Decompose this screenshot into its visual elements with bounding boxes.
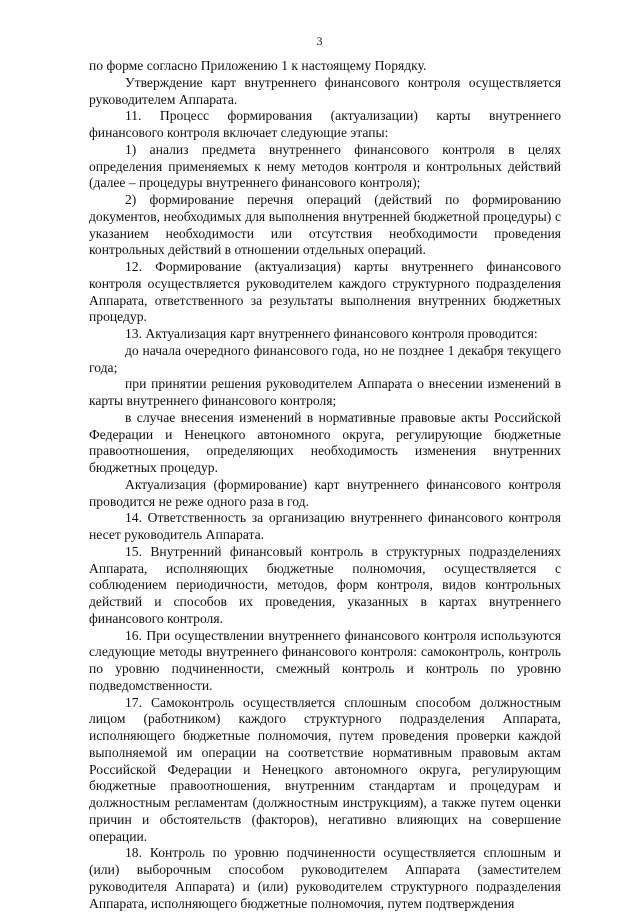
paragraph-item-18: 18. Контроль по уровню подчиненности осуществляется сплошным и (или) выборочным способом руководителем Аппарата (заместителем руководителя Аппарата) и (или) руководителем структурного подразделения Аппарата, исполняющего бюджетные полномочия, путем подтверждения: [89, 845, 561, 911]
paragraph-item-14: 14. Ответственность за организацию внутреннего финансового контроля несет руководитель Аппарата.: [89, 510, 561, 542]
paragraph-approval: Утверждение карт внутреннего финансового контроля осуществляется руководителем Аппарата.: [89, 74, 561, 107]
paragraph-item-13: 13. Актуализация карт внутреннего финансового контроля проводится:: [125, 326, 538, 341]
paragraph-actualization: Актуализация (формирование) карт внутреннего финансового контроля проводится не реже одного раза в год.: [89, 476, 561, 509]
paragraph-item-15: 15. Внутренний финансовый контроль в структурных подразделениях Аппарата, исполняющих бюджетные полномочия, осуществляется с соблюдением периодичности, методов, форм контроля, видов контрольных действий и способов их проведения, указанных в картах внутреннего финансового контроля.: [89, 543, 561, 626]
document-body: [89, 58, 561, 912]
paragraph-item-11: 11. Процесс формирования (актуализации) карты внутреннего финансового контроля включает следующие этапы:: [89, 108, 561, 140]
paragraph-item-13-c: в случае внесения изменений в нормативные правовые акты Российской Федерации и Ненецкого автономного округа, регулирующие бюджетные правоотношения, определяющих необходимость изменения внутренних бюджетных процедур.: [89, 409, 561, 475]
paragraph-item-13-a: до начала очередного финансового года, но не позднее 1 декабря текущего года;: [89, 342, 561, 375]
paragraph-item-16: 16. При осуществлении внутреннего финансового контроля используются следующие методы внутреннего финансового контроля: самоконтроль, контроль по уровню подчиненности, смежный контроль и контроль по уровню подведомственности.: [89, 627, 561, 693]
paragraph-item-13-b: при принятии решения руководителем Аппарата о внесении изменений в карты внутреннего финансового контроля;: [89, 376, 561, 408]
paragraph-item-12: 12. Формирование (актуализация) карты внутреннего финансового контроля осуществляется руководителем каждого структурного подразделения Аппарата, ответственного за результаты выполнения внутренних бюджетных процедур.: [89, 259, 561, 325]
paragraph-item-11-1: 1) анализ предмета внутреннего финансового контроля в целях определения применяемых к нему методов контроля и контрольных действий (далее – процедуры внутреннего финансового контроля);: [89, 141, 561, 191]
page-number: 3: [316, 34, 323, 48]
paragraph-continuation: по форме согласно Приложению 1 к настоящему Порядку.: [89, 58, 427, 73]
paragraph-item-17: 17. Самоконтроль осуществляется сплошным способом должностным лицом (работником) каждого структурного подразделения Аппарата, исполняющего бюджетные полномочия, путем проведения проверки каждой выполняемой им операции на соответствие нормативным правовым актам Российской Федерации и Ненецкого автономного округа, регулирующим бюджетные правоотношения, внутренним стандартам и процедурам и должностным регламентам (должностным инструкциям), а также путем оценки причин и обстоятельств (факторов), негативно влияющих на совершение операции.: [89, 694, 561, 844]
paragraph-item-11-2: 2) формирование перечня операций (действий по формированию документов, необходимых для выполнения внутренней бюджетной процедуры) с указанием необходимости или отсутствия необходимости проведения контрольных действий в отношении отдельных операций.: [89, 192, 561, 258]
